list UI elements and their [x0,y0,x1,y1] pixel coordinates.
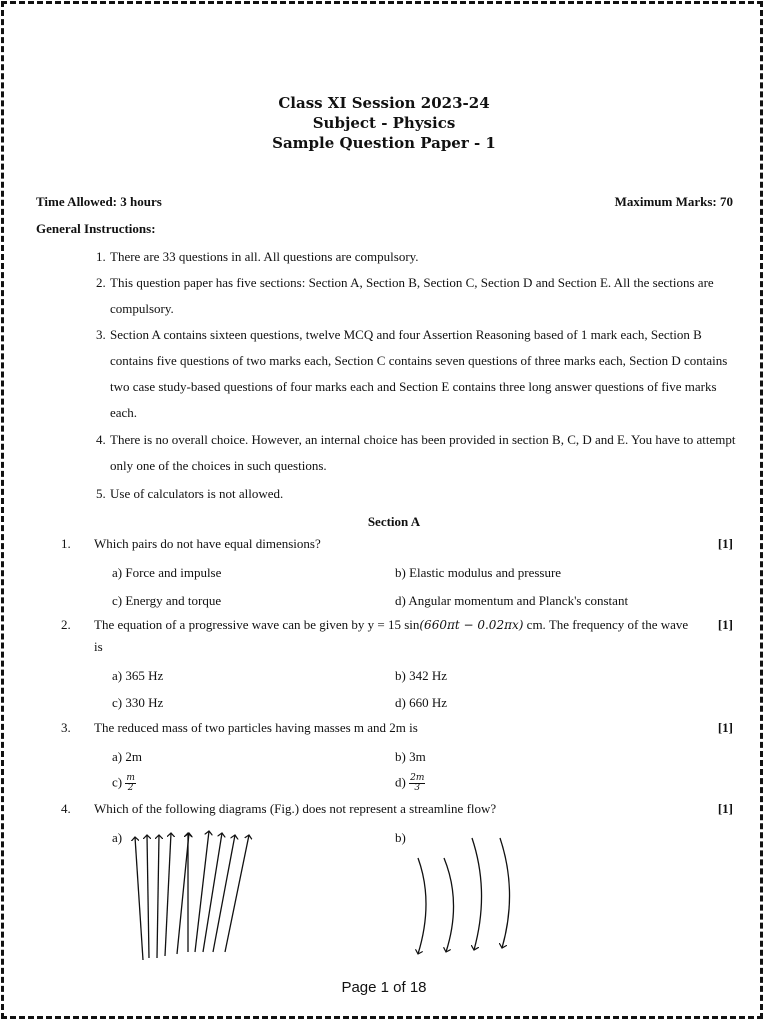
instruction-number: 3. [96,327,106,342]
option-b: b) Elastic modulus and pressure [395,565,562,580]
instruction-item [96,322,736,426]
option-b: b) [395,830,406,845]
instruction-text: Section A contains sixteen questions, twelve MCQ and four Assertion Reasoning based of 1 mark each, Section B contains five questions of two marks each, Section C contains seven questions of three marks each, Section D contains two case study-based questions of four marks each and Section E contains three long answer questions of five marks each. [110,327,728,420]
flow-line [135,837,143,960]
option-d [395,774,425,793]
option-label: c) [112,774,123,790]
question-mark: [1] [717,536,733,551]
flow-curve [418,858,426,954]
instruction-number: 5. [96,486,106,501]
streamline-diagram-b [408,832,523,960]
question-number: 1. [61,536,71,551]
flow-curve [444,858,454,952]
wave-equation: (660πt − 0.02πx) [419,618,524,632]
instructions-heading: General Instructions: [36,221,156,236]
header-paper: Sample Question Paper - 1 [272,134,496,152]
option-d: d) Angular momentum and Planck's constant [395,593,629,608]
instruction-item [96,244,736,270]
flow-line [165,833,171,956]
option-a: a) [112,830,123,845]
question-number: 2. [61,617,71,632]
option-label: d) [395,774,406,790]
instruction-number: 2. [96,275,106,290]
instruction-text: Use of calculators is not allowed. [110,486,284,501]
question-text: The reduced mass of two particles having masses m and 2m is [94,720,418,735]
option-a: a) 365 Hz [112,668,164,683]
flow-line [147,835,149,958]
option-b: b) 3m [395,749,426,764]
flow-line [195,831,209,952]
option-a: a) Force and impulse [112,565,222,580]
time-allowed: Time Allowed: 3 hours [36,194,162,209]
flow-line [203,833,222,952]
section-title: Section A [367,514,421,529]
flow-line [225,835,249,952]
page-number: Page 1 of 18 [341,979,427,996]
question-text-end: cm. The frequency of the wave is [94,617,689,654]
flow-curve [500,838,510,948]
question-number: 4. [61,801,71,816]
instruction-item [96,481,736,507]
fraction-2m-over-3: $\frac{2m}{3}$ [410,773,425,793]
question-mark: [1] [717,720,733,735]
question-mark: [1] [717,617,733,632]
option-b: b) 342 Hz [395,668,447,683]
question-text [94,614,690,657]
option-d: d) 660 Hz [395,695,447,710]
option-c: c) 330 Hz [112,695,164,710]
page-border [1,1,763,1019]
flow-line [157,835,159,958]
streamline-diagram-a [125,828,260,964]
header-class: Class XI Session 2023-24 [278,94,490,112]
option-c: c) Energy and torque [112,593,222,608]
fraction-m-over-2: $\frac{m}{2}$ [126,773,135,793]
instruction-text: There are 33 questions in all. All questions are compulsory. [110,249,419,264]
option-a: a) 2m [112,749,142,764]
question-text: Which of the following diagrams (Fig.) does not represent a streamline flow? [94,801,497,816]
option-c [112,774,136,793]
question-number: 3. [61,720,71,735]
flow-line [177,833,189,954]
instruction-item [96,427,736,479]
instruction-number: 1. [96,249,106,264]
instruction-number: 4. [96,432,106,447]
question-text: Which pairs do not have equal dimensions? [94,536,321,551]
instruction-text: This question paper has five sections: Section A, Section B, Section C, Section D and Section E. All the sections are compulsory. [110,275,714,316]
header-subject: Subject - Physics [312,114,456,132]
maximum-marks: Maximum Marks: 70 [614,194,733,209]
flow-curve [472,838,482,950]
question-mark: [1] [717,801,733,816]
instruction-text: There is no overall choice. However, an internal choice has been provided in section B, C, D and E. You have to attempt only one of the choices in such questions. [110,432,736,473]
instruction-item [96,270,736,322]
question-text-start: The equation of a progressive wave can be given by y = 15 sin [94,617,420,632]
flow-line [213,835,235,952]
